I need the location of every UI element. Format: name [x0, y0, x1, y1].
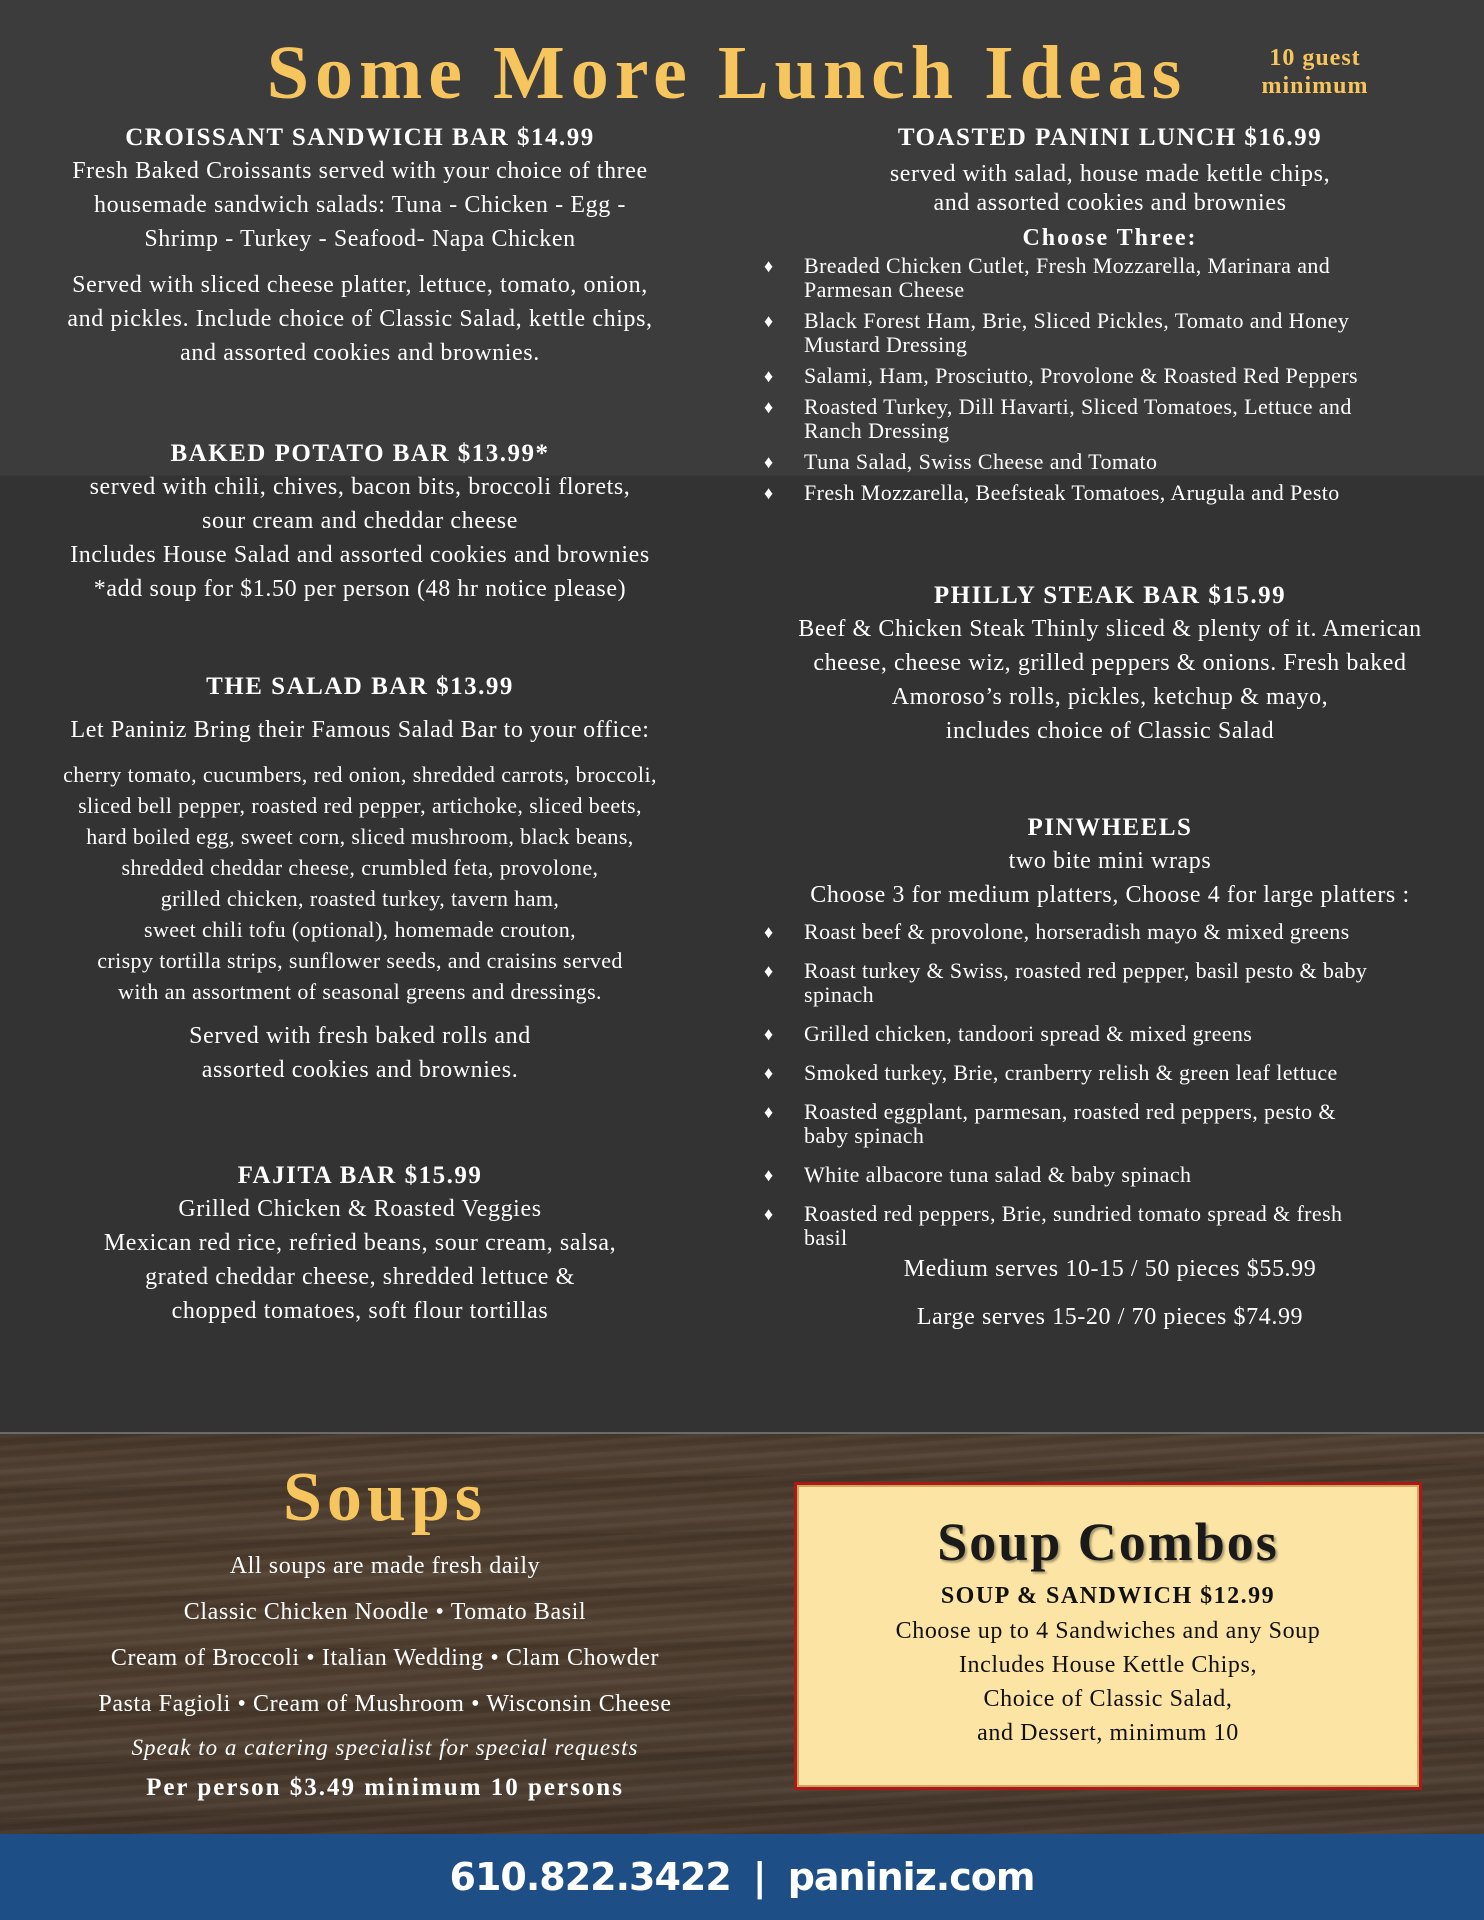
panini-title: TOASTED PANINI LUNCH $16.99 — [897, 124, 1323, 151]
pinwheels-medium-price: Medium serves 10-15 / 50 pieces $55.99 — [903, 1256, 1317, 1282]
text-line: cheese, cheese wiz, grilled peppers & onions. Fresh baked — [813, 650, 1407, 676]
panini-option — [760, 254, 1460, 302]
text-line: grated cheddar cheese, shredded lettuce & — [145, 1264, 575, 1290]
diamond-bullet-icon: ♦ — [764, 1024, 774, 1044]
panini-section — [760, 122, 1460, 505]
soups-line: Pasta Fagioli • Cream of Mushroom • Wisconsin Cheese — [98, 1691, 672, 1717]
philly-section — [760, 580, 1460, 748]
pinwheel-option — [760, 1100, 1460, 1148]
guest-minimum-line: 10 guest — [1269, 45, 1361, 71]
diamond-bullet-icon: ♦ — [764, 397, 774, 417]
text-line: sliced bell pepper, roasted red pepper, artichoke, sliced beets, — [78, 793, 642, 818]
text-line: spinach — [804, 982, 875, 1007]
text-line: Grilled chicken, tandoori spread & mixed greens — [804, 1021, 1253, 1046]
panini-options-list — [760, 254, 1460, 505]
pinwheels-options-list — [760, 920, 1460, 1250]
pinwheels-subtitle: two bite mini wraps — [1008, 848, 1212, 874]
pinwheel-option — [760, 1022, 1460, 1046]
diamond-bullet-icon: ♦ — [764, 922, 774, 942]
diamond-bullet-icon: ♦ — [764, 256, 774, 276]
text-line: Choice of Classic Salad, — [983, 1686, 1233, 1712]
diamond-bullet-icon: ♦ — [764, 1204, 774, 1224]
text-line: housemade sandwich salads: Tuna - Chicken - Egg - — [94, 192, 626, 218]
guest-minimum-line: minimum — [1261, 73, 1369, 99]
soup-sandwich-price: SOUP & SANDWICH $12.99 — [940, 1583, 1276, 1609]
text-line: sweet chili tofu (optional), homemade crouton, — [143, 917, 576, 942]
salad-outro — [10, 1019, 710, 1087]
text-line: Roast turkey & Swiss, roasted red pepper, basil pesto & baby — [804, 958, 1368, 983]
diamond-bullet-icon: ♦ — [764, 1102, 774, 1122]
croissant-section — [10, 122, 710, 370]
text-line: Tuna Salad, Swiss Cheese and Tomato — [804, 449, 1158, 474]
text-line: Roast beef & provolone, horseradish mayo & mixed greens — [804, 919, 1350, 944]
diamond-bullet-icon: ♦ — [764, 483, 774, 503]
pinwheels-choose: Choose 3 for medium platters, Choose 4 for large platters : — [810, 882, 1410, 908]
text-line: Parmesan Cheese — [804, 277, 965, 302]
panini-option — [760, 481, 1460, 505]
panini-description — [760, 160, 1460, 218]
croissant-title: CROISSANT SANDWICH BAR $14.99 — [125, 124, 595, 151]
text-line: Served with fresh baked rolls and — [189, 1023, 531, 1049]
soups-price: Per person $3.49 minimum 10 persons — [146, 1774, 624, 1801]
text-line: Roasted eggplant, parmesan, roasted red peppers, pesto & — [804, 1099, 1336, 1124]
pinwheel-option — [760, 1061, 1460, 1085]
text-line: served with chili, chives, bacon bits, broccoli florets, — [89, 474, 631, 500]
pinwheel-option — [760, 920, 1460, 944]
text-line: White albacore tuna salad & baby spinach — [804, 1162, 1192, 1187]
diamond-bullet-icon: ♦ — [764, 452, 774, 472]
text-line: includes choice of Classic Salad — [945, 718, 1275, 744]
pinwheel-option — [760, 1202, 1460, 1250]
soup-combos-title: Soup Combos — [937, 1512, 1279, 1572]
text-line: Mexican red rice, refried beans, sour cream, salsa, — [103, 1230, 617, 1256]
soups-line: Cream of Broccoli • Italian Wedding • Clam Chowder — [110, 1645, 660, 1671]
text-line: hard boiled egg, sweet corn, sliced mushroom, black beans, — [86, 824, 634, 849]
diamond-bullet-icon: ♦ — [764, 366, 774, 386]
panini-option — [760, 364, 1460, 388]
fajita-description — [10, 1192, 710, 1328]
diamond-bullet-icon: ♦ — [764, 1063, 774, 1083]
salad-title: THE SALAD BAR $13.99 — [206, 673, 514, 700]
philly-title: PHILLY STEAK BAR $15.99 — [933, 582, 1287, 609]
fajita-section — [10, 1160, 710, 1328]
panini-option — [760, 450, 1460, 474]
page-title: Some More Lunch Ideas — [266, 31, 1188, 115]
text-line: served with salad, house made kettle chips, — [889, 161, 1331, 187]
potato-description — [10, 470, 710, 606]
text-line: Shrimp - Turkey - Seafood- Napa Chicken — [144, 226, 576, 252]
text-line: and pickles. Include choice of Classic Salad, kettle chips, — [67, 306, 653, 332]
guest-minimum-note — [1240, 44, 1390, 100]
text-line: Includes House Salad and assorted cookies and brownies — [70, 542, 650, 568]
pinwheels-large-price: Large serves 15-20 / 70 pieces $74.99 — [916, 1304, 1304, 1330]
soup-combos-box — [794, 1482, 1422, 1790]
text-line: grilled chicken, roasted turkey, tavern ham, — [160, 886, 560, 911]
soups-band — [0, 1432, 1484, 1834]
text-line: Roasted red peppers, Brie, sundried tomato spread & fresh — [804, 1201, 1343, 1226]
text-line: baby spinach — [804, 1123, 925, 1148]
text-line: Amoroso’s rolls, pickles, ketchup & mayo, — [891, 684, 1329, 710]
text-line: Roasted Turkey, Dill Havarti, Sliced Tomatoes, Lettuce and — [804, 394, 1352, 419]
soups-special-requests: Speak to a catering specialist for special requests — [131, 1735, 639, 1760]
fajita-title: FAJITA BAR $15.99 — [237, 1162, 483, 1189]
text-line: Ranch Dressing — [804, 418, 950, 443]
text-line: Black Forest Ham, Brie, Sliced Pickles, Tomato and Honey — [804, 308, 1350, 333]
soups-title: Soups — [282, 1459, 488, 1536]
text-line: shredded cheddar cheese, crumbled feta, provolone, — [121, 855, 599, 880]
text-line: basil — [804, 1225, 848, 1250]
soups-line: Classic Chicken Noodle • Tomato Basil — [183, 1599, 587, 1625]
text-line: and assorted cookies and brownies — [933, 190, 1287, 216]
text-line: Breaded Chicken Cutlet, Fresh Mozzarella, Marinara and — [804, 253, 1331, 278]
pinwheels-section — [760, 812, 1460, 1334]
text-line: Choose up to 4 Sandwiches and any Soup — [895, 1618, 1321, 1644]
panini-option — [760, 309, 1460, 357]
text-line: *add soup for $1.50 per person (48 hr notice please) — [93, 576, 627, 602]
text-line: Fresh Mozzarella, Beefsteak Tomatoes, Arugula and Pesto — [804, 480, 1340, 505]
text-line: Served with sliced cheese platter, lettuce, tomato, onion, — [72, 272, 648, 298]
croissant-sides — [10, 268, 710, 370]
text-line: Beef & Chicken Steak Thinly sliced & plenty of it. American — [798, 616, 1422, 642]
phone-number[interactable]: 610.822.3422 — [449, 1855, 731, 1899]
text-line: Salami, Ham, Prosciutto, Provolone & Roasted Red Peppers — [804, 363, 1359, 388]
text-line: Mustard Dressing — [804, 332, 968, 357]
text-line: Fresh Baked Croissants served with your choice of three — [72, 158, 648, 184]
salad-intro: Let Paniniz Bring their Famous Salad Bar to your office: — [70, 717, 650, 743]
potato-section — [10, 438, 710, 606]
text-line: and assorted cookies and brownies. — [180, 340, 540, 366]
text-line: Includes House Kettle Chips, — [958, 1652, 1258, 1678]
text-line: with an assortment of seasonal greens and dressings. — [118, 979, 602, 1004]
soup-combos-description — [797, 1614, 1419, 1750]
text-line: cherry tomato, cucumbers, red onion, shredded carrots, broccoli, — [63, 762, 657, 787]
soups-fresh-note: All soups are made fresh daily — [229, 1553, 541, 1579]
salad-section — [10, 671, 710, 1087]
text-line: Grilled Chicken & Roasted Veggies — [178, 1196, 542, 1222]
panini-choose-three: Choose Three: — [1022, 225, 1198, 251]
text-line: sour cream and cheddar cheese — [202, 508, 518, 534]
diamond-bullet-icon: ♦ — [764, 961, 774, 981]
potato-title: BAKED POTATO BAR $13.99* — [170, 440, 550, 467]
footer-separator: | — [752, 1855, 766, 1899]
salad-ingredients — [10, 759, 710, 1007]
panini-option — [760, 395, 1460, 443]
philly-description — [760, 612, 1460, 748]
text-line: chopped tomatoes, soft flour tortillas — [171, 1298, 549, 1324]
contact-footer — [0, 1834, 1484, 1920]
croissant-description — [10, 154, 710, 256]
soups-list — [10, 1548, 760, 1802]
text-line: Smoked turkey, Brie, cranberry relish & green leaf lettuce — [804, 1060, 1338, 1085]
text-line: crispy tortilla strips, sunflower seeds, and craisins served — [97, 948, 623, 973]
diamond-bullet-icon: ♦ — [764, 1165, 774, 1185]
pinwheel-option — [760, 959, 1460, 1007]
diamond-bullet-icon: ♦ — [764, 311, 774, 331]
pinwheels-title: PINWHEELS — [1027, 814, 1193, 841]
website-link[interactable]: paniniz.com — [787, 1855, 1035, 1899]
text-line: and Dessert, minimum 10 — [977, 1720, 1239, 1746]
text-line: assorted cookies and brownies. — [201, 1057, 519, 1083]
pinwheel-option — [760, 1163, 1460, 1187]
